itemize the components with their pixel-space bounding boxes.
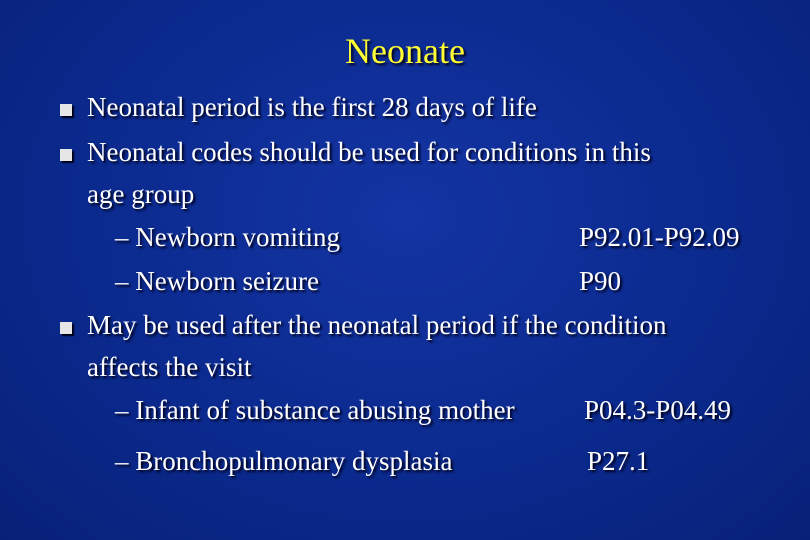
sub-item-code: P92.01-P92.09 [579,222,740,252]
sub-item-label: – Infant of substance abusing mother [115,395,515,425]
sub-item-code: P04.3-P04.49 [584,395,732,425]
sub-item-label: – Newborn seizure [115,266,319,296]
bullet-text: Neonatal period is the first 28 days of life [87,92,537,122]
sub-item-label: – Bronchopulmonary dysplasia [115,446,453,476]
bullet-text-continuation: age group [87,179,195,209]
bullet-text-continuation: affects the visit [87,352,252,382]
sub-item-code: P27.1 [587,446,650,476]
sub-item-code: P90 [579,266,622,296]
sub-item-label: – Newborn vomiting [115,222,340,252]
bullet-text: Neonatal codes should be used for conditions in this [87,137,651,167]
square-bullet-icon [60,322,72,334]
square-bullet-icon [60,149,72,161]
bullet-text: May be used after the neonatal period if the condition [87,310,667,340]
slide-title: Neonate [345,31,465,71]
square-bullet-icon [60,104,72,116]
